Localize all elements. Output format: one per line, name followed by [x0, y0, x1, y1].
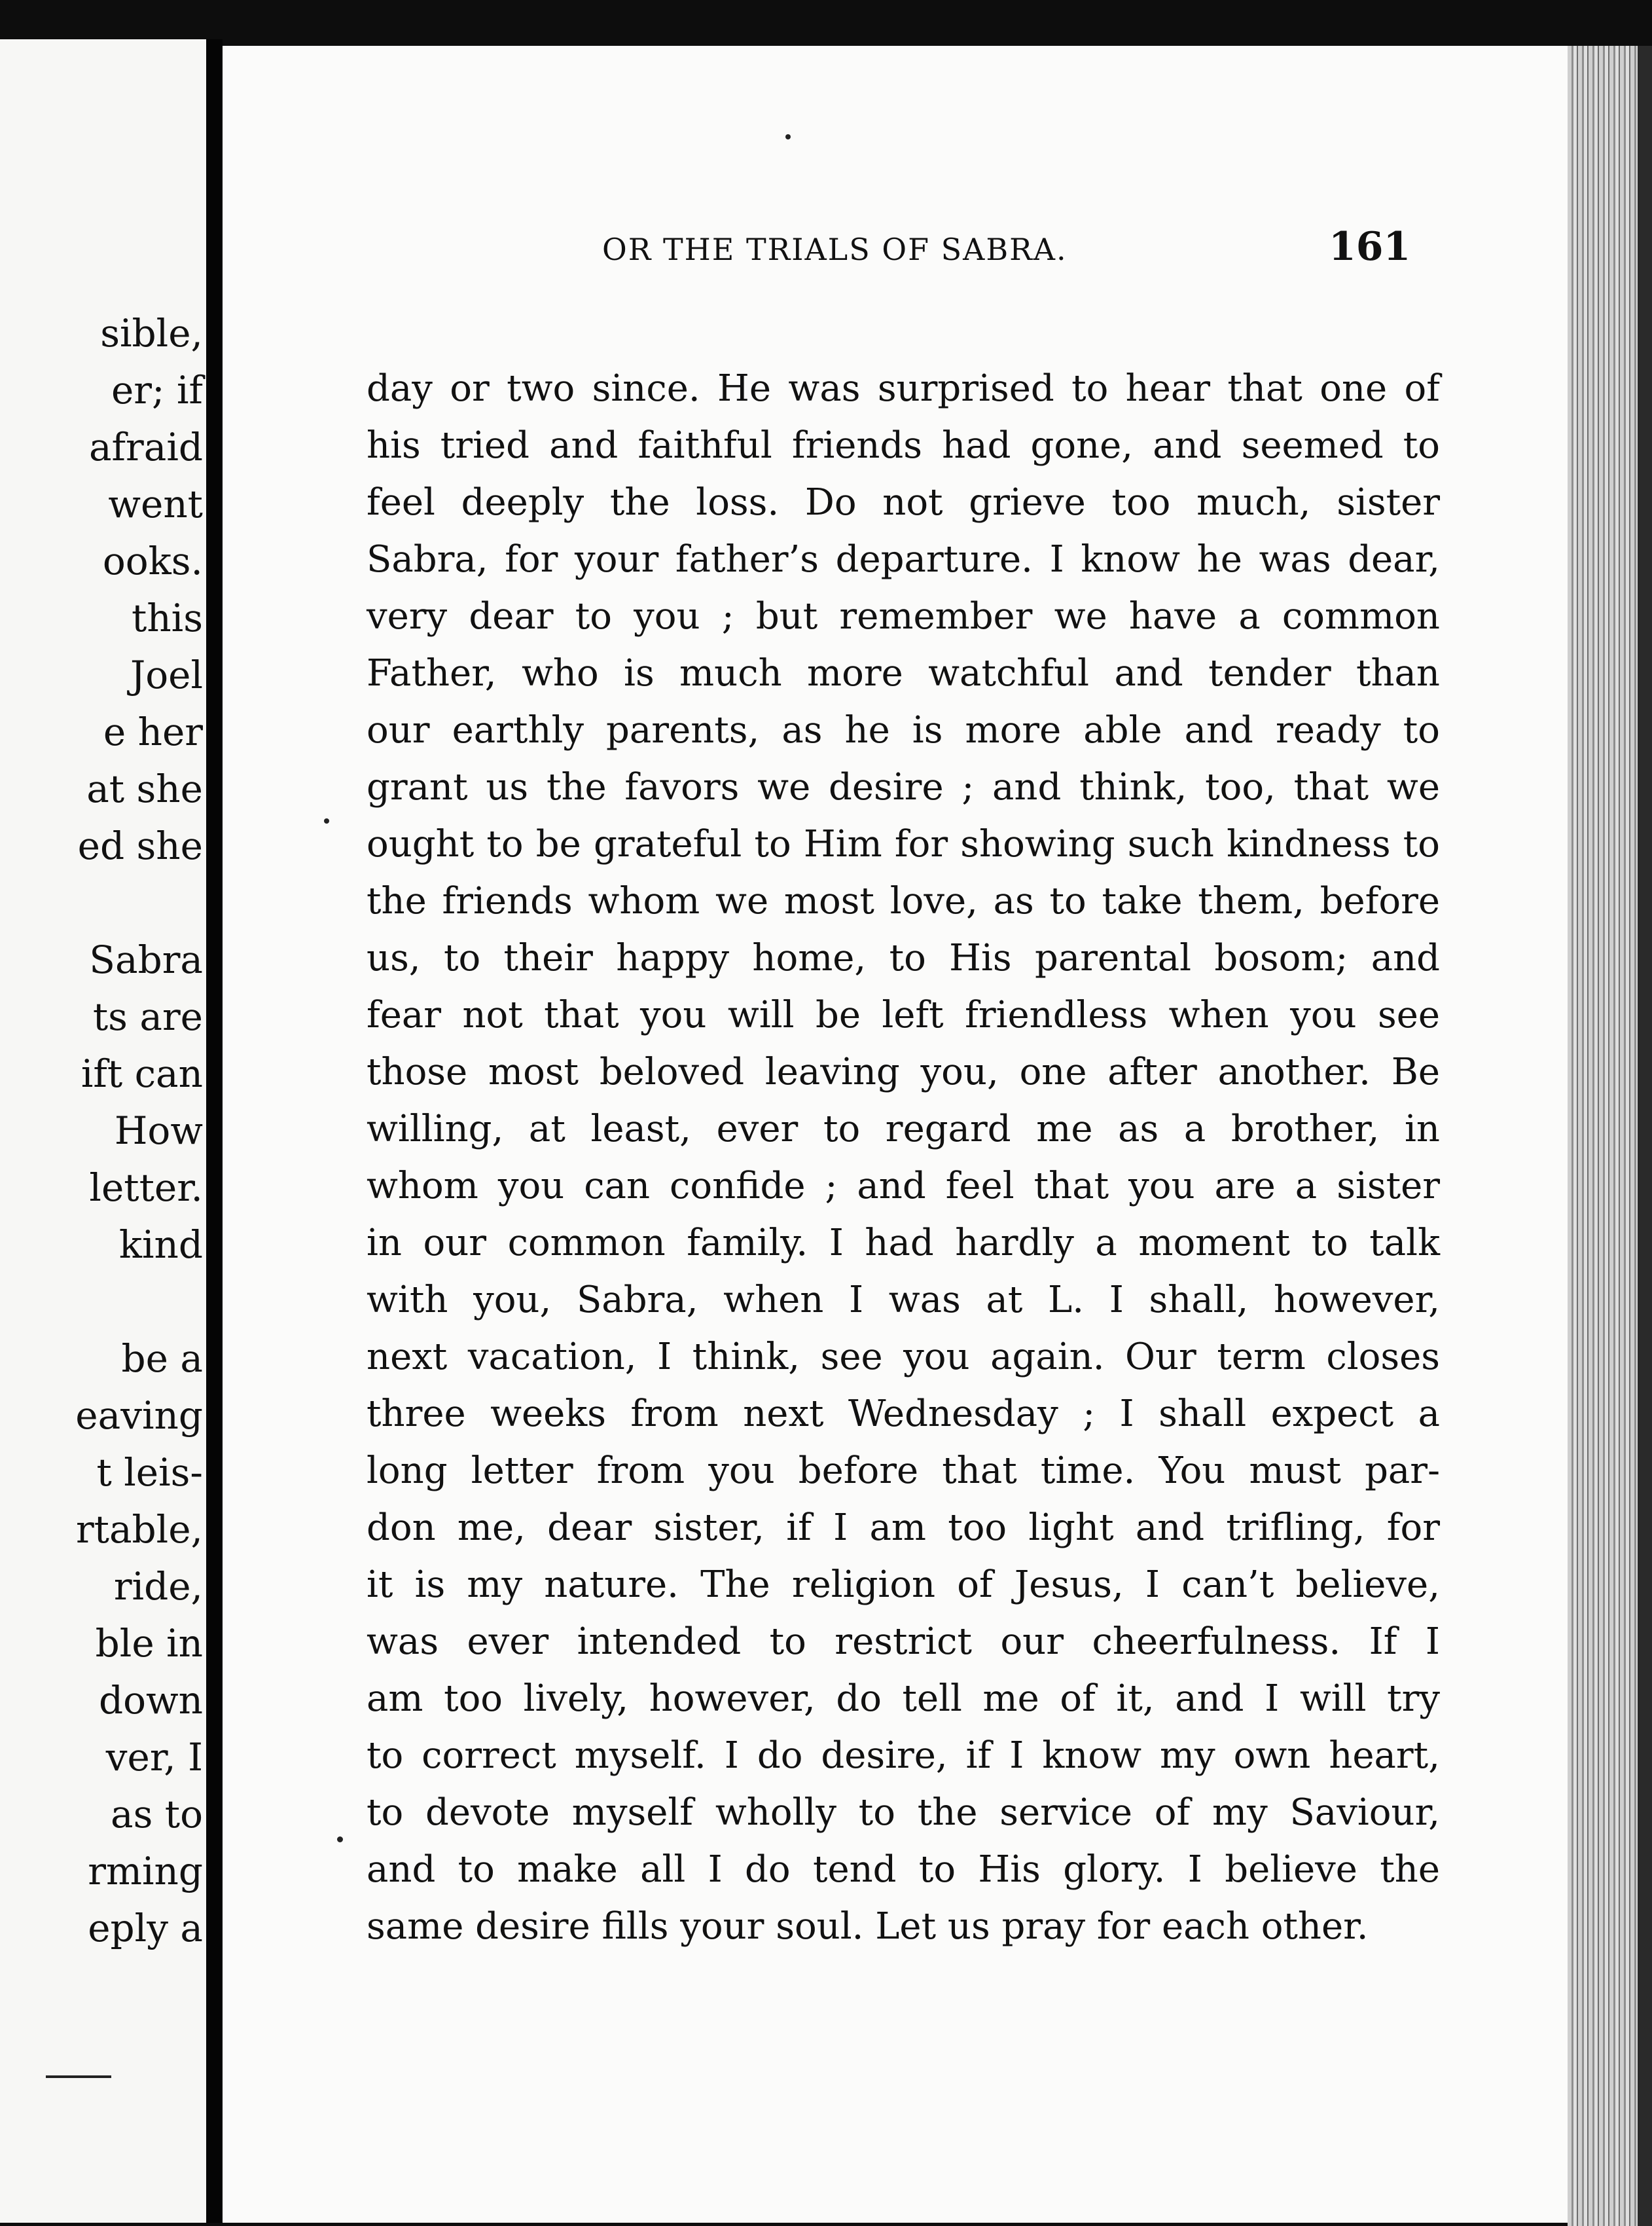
- speck-mark: [785, 134, 791, 139]
- book-gutter: [206, 39, 223, 2223]
- left-page-line: ooks.: [102, 539, 203, 583]
- left-facing-page: [0, 39, 206, 2223]
- body-text-line: long letter from you before that time. You must par-: [367, 1450, 1440, 1492]
- body-text-line: feel deeply the loss. Do not grieve too much, sister: [367, 481, 1440, 524]
- body-text-line: the friends whom we most love, as to take them, before: [367, 880, 1440, 922]
- left-page-line: afraid: [88, 425, 203, 469]
- body-text-line: Father, who is much more watchful and tender than: [367, 652, 1440, 695]
- left-page-line: ed she: [77, 824, 203, 868]
- body-text-line: three weeks from next Wednesday ; I shall expect a: [367, 1393, 1440, 1435]
- page-edges-rim: [1638, 46, 1652, 2226]
- left-page-line: this: [132, 596, 203, 640]
- body-text-line: same desire fills your soul. Let us pray for each other.: [367, 1905, 1369, 1948]
- left-page-line: at she: [86, 767, 203, 811]
- left-page-line: as to: [110, 1792, 203, 1836]
- body-text-line: am too lively, however, do tell me of it, and I will try: [367, 1677, 1440, 1720]
- left-page-line: Sabra: [89, 938, 203, 982]
- body-text-line: was ever intended to restrict our cheerfulness. If I: [367, 1620, 1440, 1663]
- left-page-line: rtable,: [75, 1507, 203, 1552]
- body-text-line: with you, Sabra, when I was at L. I shall, however,: [367, 1279, 1440, 1321]
- left-page-line: t leis-: [96, 1450, 203, 1495]
- left-page-line: ble in: [95, 1621, 203, 1666]
- left-page-line: rming: [88, 1849, 203, 1893]
- left-page-line: ift can: [81, 1051, 203, 1096]
- body-text-line: grant us the favors we desire ; and think, too, that we: [367, 766, 1440, 809]
- left-page-line: letter.: [89, 1165, 203, 1210]
- page-edges: [1568, 46, 1652, 2226]
- body-text-line: next vacation, I think, see you again. Our term closes: [367, 1336, 1440, 1378]
- left-page-line: eply a: [88, 1906, 203, 1950]
- body-text-line: whom you can confide ; and feel that you are a sister: [367, 1165, 1440, 1207]
- speck-mark: [337, 1836, 343, 1842]
- body-text-line: to correct myself. I do desire, if I know my own heart,: [367, 1734, 1440, 1777]
- speck-mark: [324, 818, 329, 824]
- body-text-line: in our common family. I had hardly a moment to talk: [367, 1222, 1440, 1264]
- body-text-line: day or two since. He was surprised to hear that one of: [367, 367, 1440, 410]
- left-page-line: down: [98, 1678, 203, 1723]
- left-page-line: ride,: [113, 1564, 203, 1609]
- body-text-line: us, to their happy home, to His parental bosom; and: [367, 937, 1440, 979]
- body-text-line: willing, at least, ever to regard me as a brother, in: [367, 1108, 1440, 1150]
- body-text-line: it is my nature. The religion of Jesus, I can’t believe,: [367, 1563, 1440, 1606]
- right-page: [223, 46, 1568, 2223]
- running-head: OR THE TRIALS OF SABRA.: [602, 232, 1068, 267]
- left-page-line: kind: [118, 1222, 203, 1267]
- left-page-line: ver, I: [105, 1735, 203, 1779]
- left-page-line: e her: [103, 710, 203, 754]
- body-text: [367, 360, 1440, 1955]
- body-text-line: his tried and faithful friends had gone, and seemed to: [367, 424, 1440, 467]
- page-header: [223, 224, 1568, 284]
- body-text-line: Sabra, for your father’s departure. I know he was dear,: [367, 538, 1440, 581]
- left-page-text: [0, 39, 203, 2223]
- left-page-line: sible,: [100, 311, 203, 356]
- page-number: 161: [1329, 224, 1411, 270]
- body-text-line: those most beloved leaving you, one after another. Be: [367, 1051, 1440, 1093]
- body-text-line: very dear to you ; but remember we have a common: [367, 595, 1440, 638]
- left-page-line: Joel: [130, 653, 203, 697]
- left-page-rule: [46, 2075, 111, 2078]
- left-page-line: How: [114, 1108, 203, 1153]
- body-text-line: don me, dear sister, if I am too light and trifling, for: [367, 1506, 1440, 1549]
- left-page-line: eaving: [75, 1393, 203, 1438]
- body-text-line: ought to be grateful to Him for showing such kindness to: [367, 823, 1440, 866]
- left-page-line: went: [108, 482, 203, 526]
- body-text-line: and to make all I do tend to His glory. I believe the: [367, 1848, 1440, 1891]
- left-page-line: be a: [121, 1336, 203, 1381]
- left-page-line: ts are: [92, 994, 203, 1039]
- body-text-line: fear not that you will be left friendless when you see: [367, 994, 1440, 1036]
- left-page-line: er; if: [111, 368, 203, 412]
- body-text-line: to devote myself wholly to the service of my Saviour,: [367, 1791, 1440, 1834]
- body-text-line: our earthly parents, as he is more able and ready to: [367, 709, 1440, 752]
